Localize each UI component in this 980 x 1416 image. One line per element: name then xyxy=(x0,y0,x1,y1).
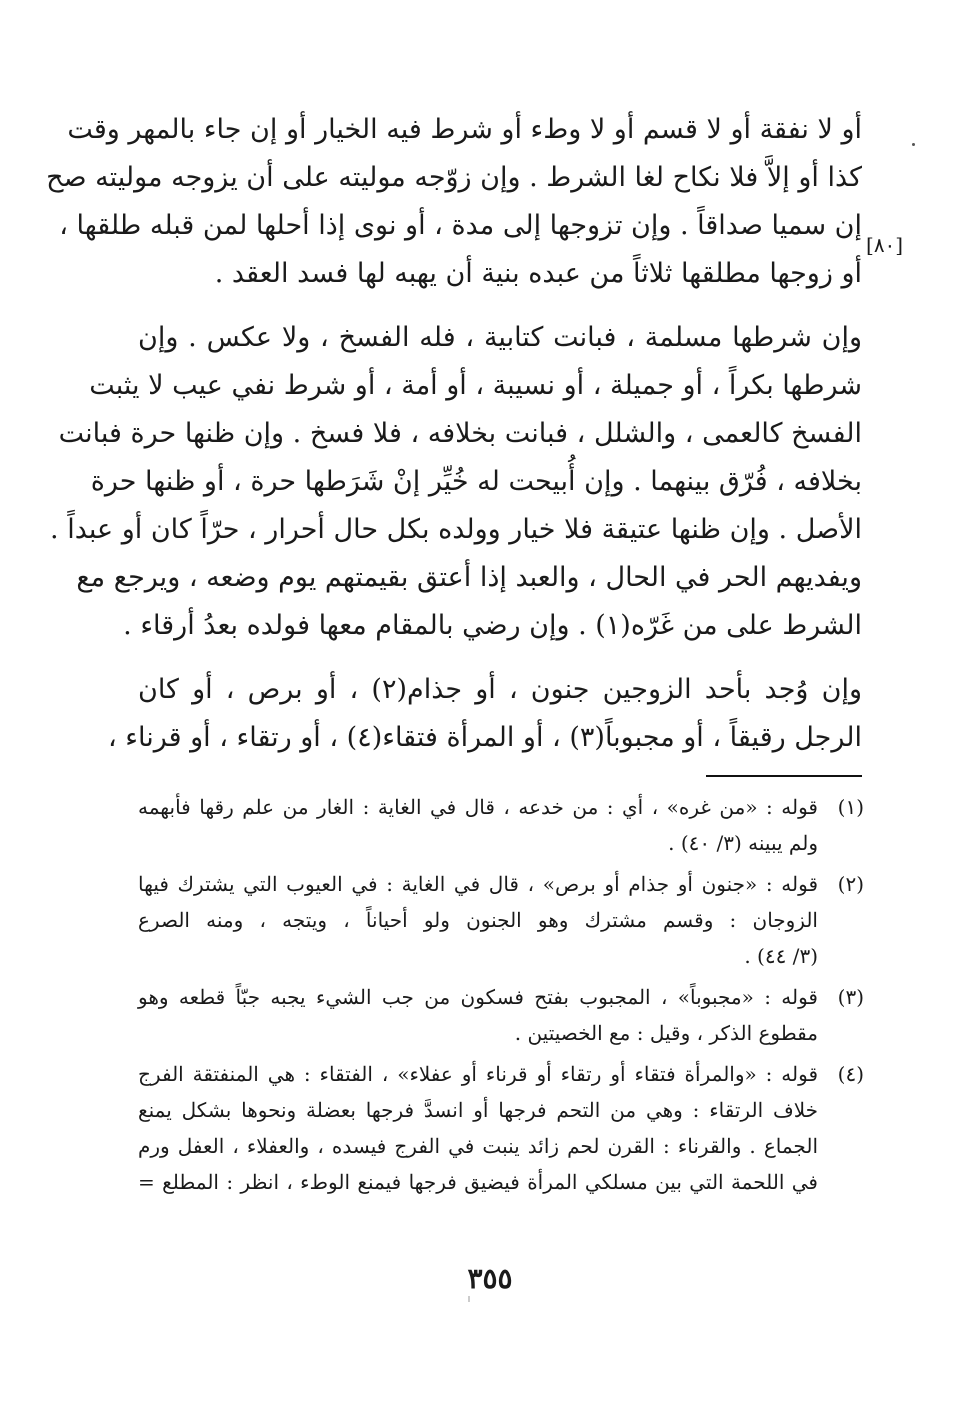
footnote-line: الجماع . والقرناء : القرن لحم زائد ينبت في الفرج فيسده ، والعفلاء ، العفل ورم xyxy=(138,1134,818,1158)
footnotes-section xyxy=(138,789,864,1205)
text-line: أو لا نفقة أو لا قسم أو لا وطء أو شرط فيه الخيار أو إن جاء بالمهر وقت xyxy=(67,114,862,145)
bottom-mark xyxy=(468,1296,470,1302)
text-line: شرطها بكراً ، أو جميلة ، أو نسيبة ، أو أمة ، أو شرط نفي عيب لا يثبت xyxy=(89,370,862,401)
main-text-body xyxy=(46,106,862,762)
text-line: الفسخ كالعمى ، والشلل ، فبانت بخلافه ، فلا فسخ . وإن ظنها حرة فبانت xyxy=(58,418,862,449)
footnote-line: قوله : «مجبوباً» ، المجبوب بفتح فسكون من جب الشيء يجبه جبّاً قطعه وهو xyxy=(138,985,818,1009)
text-line: بخلافه ، فُرّق بينهما . وإن أُبيحت له خُيِّر إنْ شَرَطها حرة ، أو ظنها حرة xyxy=(90,466,862,497)
text-line: الرجل رقيقاً ، أو مجبوباً(٣) ، أو المرأة فتقاء(٤) ، أو رتقاء ، أو قرناء ، xyxy=(107,722,862,753)
text-line: الأصل . وإن ظنها عتيقة فلا خيار وولده بكل حال أحرار ، حرّاً كان أو عبداً . xyxy=(50,514,862,545)
footnote-number: (٤) xyxy=(837,1062,864,1086)
footnote-line: قوله : «جنون أو جذام أو برص» ، قال في الغاية : في العيوب التي يشترك فيها xyxy=(138,872,818,896)
margin-dot xyxy=(912,143,915,146)
paragraph-2 xyxy=(50,314,862,650)
footnote-number: (٣) xyxy=(837,985,864,1009)
footnote-line: في اللحمة التي بين مسلكي المرأة فيضيق فرجها فيمنع الوطء ، انظر : المطلع = xyxy=(138,1170,818,1194)
text-line: وإن وُجد بأحد الزوجين جنون ، أو جذام(٢) ، أو برص ، أو كان xyxy=(138,674,862,705)
footnote-body xyxy=(138,1056,818,1200)
footnote-4 xyxy=(138,1056,864,1200)
footnote-number: (٢) xyxy=(837,872,864,896)
footnote-line: الزوجان : وقسم مشترك وهو الجنون ولو أحياناً ، ويتجه ، ومنه الصرع xyxy=(138,908,818,932)
footnote-line: مقطوع الذكر ، وقيل : مع الخصيتين . xyxy=(514,1021,818,1045)
footnote-3 xyxy=(138,979,864,1051)
text-line: الشرط على من غَرّه(١) . وإن رضي بالمقام معها فولده بعدُ أرقاء . xyxy=(123,610,862,641)
text-line: ويفديهم الحر في الحال ، والعبد إذا أعتق بقيمتهم يوم وضعه ، ويرجع مع xyxy=(76,562,862,593)
footnote-line: خلاف الرتقاء : وهي من التحم فرجها أو انسدَّ فرجها بعضلة ونحوها بشكل يمنع xyxy=(138,1098,818,1122)
text-line: أو زوجها مطلقها ثلاثاً من عبده بنية أن يهبه لها فسد العقد . xyxy=(214,258,862,289)
text-line: كذا أو إلاَّ فلا نكاح لغا الشرط . وإن زوّجه موليته على أن يزوجه موليته صح xyxy=(46,162,862,193)
footnote-number: (١) xyxy=(837,795,864,819)
paragraph-1 xyxy=(46,106,862,298)
text-line: إن سميا صداقاً . وإن تزوجها إلى مدة ، أو نوى إذا أحلها لمن قبله طلقها ، xyxy=(59,210,862,241)
footnote-line: (٣/ ٤٤) . xyxy=(744,944,818,968)
footnote-body xyxy=(138,789,818,861)
footnote-1 xyxy=(138,789,864,861)
footnote-line: قوله : «والمرأة فتقاء أو رتقاء أو قرناء أو عفلاء» ، الفتقاء : هي المنفتقة الفرج xyxy=(138,1062,818,1086)
footnote-body xyxy=(138,979,818,1051)
footnote-body xyxy=(138,866,818,974)
footnote-line: ولم يبينه (٣/ ٤٠) . xyxy=(668,831,818,855)
margin-page-reference: [٨٠] xyxy=(866,233,904,257)
footnote-2 xyxy=(138,866,864,974)
footnote-divider xyxy=(706,775,862,777)
page-number: ٣٥٥ xyxy=(467,1262,513,1295)
footnote-line: قوله : «من غره» ، أي : من خدعه ، قال في الغاية : الغار من علم رقها فأبهمه xyxy=(138,795,818,819)
paragraph-3 xyxy=(107,666,862,762)
text-line: وإن شرطها مسلمة ، فبانت كتابية ، فله الفسخ ، ولا عكس . وإن xyxy=(138,322,862,353)
